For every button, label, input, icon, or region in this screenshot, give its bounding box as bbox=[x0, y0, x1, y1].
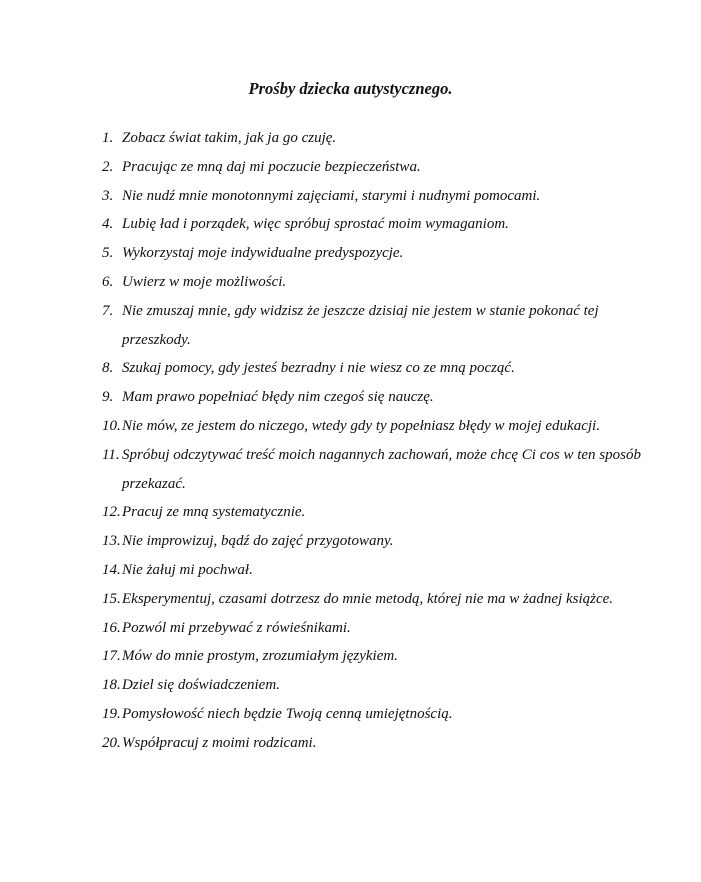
item-number: 6. bbox=[102, 273, 114, 290]
list-item bbox=[102, 585, 642, 614]
item-text: Mam prawo popełniać błędy nim czegoś się nauczę. bbox=[122, 389, 434, 406]
item-text: Współpracuj z moimi rodzicami. bbox=[122, 734, 317, 751]
list-item bbox=[102, 268, 642, 297]
item-text: Dziel się doświadczeniem. bbox=[122, 677, 280, 694]
item-number: 1. bbox=[102, 130, 114, 146]
item-text: Wykorzystaj moje indywidualne predyspozycje. bbox=[122, 245, 404, 262]
list-item bbox=[102, 354, 642, 383]
item-text: Pomysłowość niech będzie Twoją cenną umiejętnością. bbox=[122, 705, 453, 722]
item-text: Spróbuj odczytywać treść moich nagannych zachowań, może chcę Ci cos w ten sposób przekazać. bbox=[122, 446, 641, 492]
item-text: Pracuj ze mną systematycznie. bbox=[122, 504, 306, 521]
list-item bbox=[102, 527, 642, 556]
item-number: 18. bbox=[102, 677, 121, 694]
item-number: 3. bbox=[102, 187, 114, 204]
list-item bbox=[102, 441, 642, 499]
list-item bbox=[102, 556, 642, 585]
item-number: 19. bbox=[102, 705, 121, 722]
item-text: Zobacz świat takim, jak ja go czuję. bbox=[122, 130, 337, 146]
document-title: Prośby dziecka autystycznego. bbox=[248, 79, 453, 98]
item-text: Szukaj pomocy, gdy jesteś bezradny i nie wiesz co ze mną począć. bbox=[122, 360, 515, 377]
list-item bbox=[102, 383, 642, 412]
list-item bbox=[102, 498, 642, 527]
item-number: 14. bbox=[102, 561, 121, 578]
item-text: Nie nudź mnie monotonnymi zajęciami, starymi i nudnymi pomocami. bbox=[122, 187, 541, 204]
item-number: 15. bbox=[102, 590, 121, 607]
item-number: 12. bbox=[102, 504, 121, 521]
item-number: 11. bbox=[102, 446, 120, 463]
requests-list bbox=[102, 124, 642, 758]
list-item bbox=[102, 239, 642, 268]
list-item bbox=[102, 297, 642, 355]
list-item bbox=[102, 124, 642, 153]
list-item bbox=[102, 642, 642, 671]
item-number: 7. bbox=[102, 302, 114, 319]
item-number: 17. bbox=[102, 648, 121, 665]
item-number: 20. bbox=[102, 734, 121, 751]
list-item bbox=[102, 153, 642, 182]
item-text: Eksperymentuj, czasami dotrzesz do mnie metodą, której nie ma w żadnej książce. bbox=[122, 590, 614, 607]
item-text: Mów do mnie prostym, zrozumiałym językiem. bbox=[122, 648, 398, 665]
item-text: Pozwól mi przebywać z rówieśnikami. bbox=[122, 619, 351, 636]
item-text: Uwierz w moje możliwości. bbox=[122, 273, 287, 290]
list-item bbox=[102, 614, 642, 643]
list-item bbox=[102, 210, 642, 239]
list-item bbox=[102, 671, 642, 700]
item-text: Nie improwizuj, bądź do zajęć przygotowany. bbox=[122, 533, 394, 550]
list-item bbox=[102, 729, 642, 758]
list-item bbox=[102, 182, 642, 211]
list-item bbox=[102, 412, 642, 441]
item-text: Nie mów, ze jestem do niczego, wtedy gdy ty popełniasz błędy w mojej edukacji. bbox=[122, 417, 600, 434]
item-number: 10. bbox=[102, 417, 121, 434]
item-text: Nie zmuszaj mnie, gdy widzisz że jeszcze dzisiaj nie jestem w stanie pokonać tej przeszkody. bbox=[122, 302, 599, 348]
list-item bbox=[102, 700, 642, 729]
item-number: 5. bbox=[102, 245, 114, 262]
item-text: Pracując ze mną daj mi poczucie bezpieczeństwa. bbox=[122, 158, 421, 175]
item-number: 13. bbox=[102, 533, 121, 550]
item-number: 8. bbox=[102, 360, 114, 377]
item-number: 9. bbox=[102, 389, 114, 406]
item-number: 2. bbox=[102, 158, 114, 175]
item-text: Lubię ład i porządek, więc spróbuj sprostać moim wymaganiom. bbox=[122, 216, 509, 233]
item-number: 16. bbox=[102, 619, 121, 636]
item-number: 4. bbox=[102, 216, 114, 233]
item-text: Nie żałuj mi pochwał. bbox=[122, 561, 253, 578]
